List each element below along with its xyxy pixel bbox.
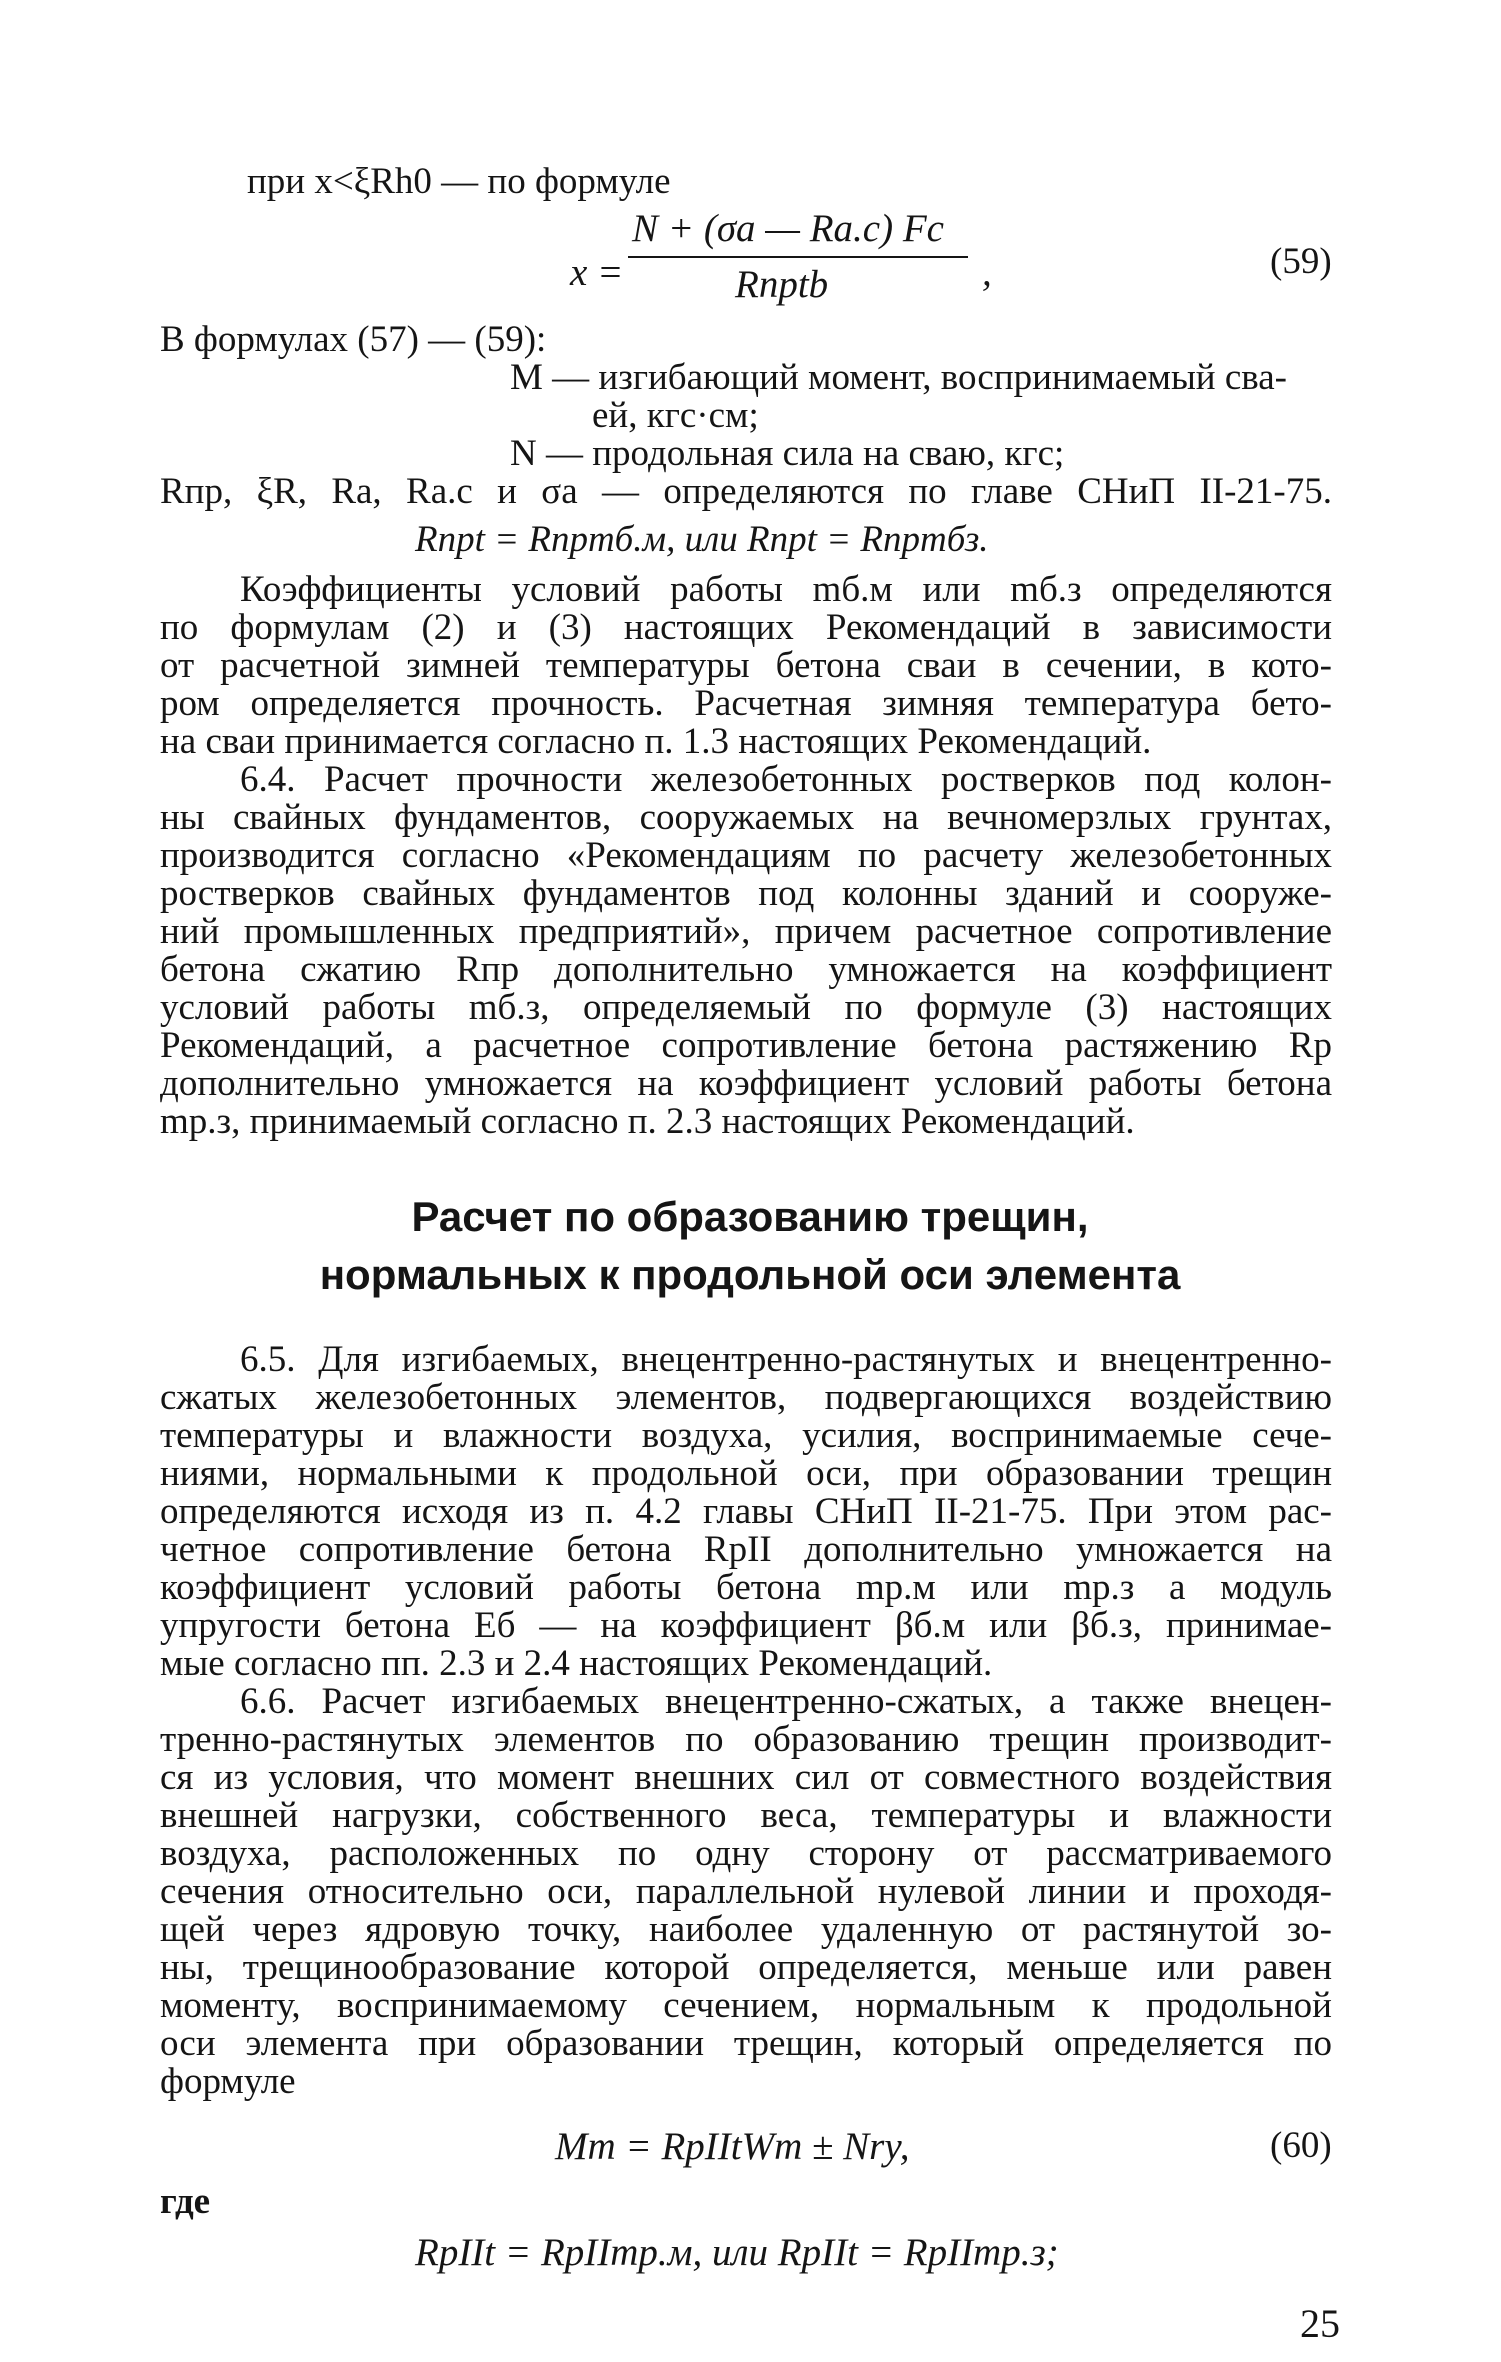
text-line: 6.4. Расчет прочности железобетонных ростверков под колон- [240,759,1332,800]
text-line: по формулам (2) и (3) настоящих Рекомендаций в зависимости [160,607,1332,648]
text-line: Коэффициенты условий работы mб.м или mб.з определяются [240,569,1332,610]
text-line: от расчетной зимней температуры бетона сваи в сечении, в кото- [160,645,1332,686]
text-line: ниями, нормальными к продольной оси, при образовании трещин [160,1453,1332,1494]
formula-comma: , [982,251,992,294]
text-line: температуры и влажности воздуха, усилия, воспринимаемые сече- [160,1415,1332,1456]
formula-number: (60) [1270,2125,1332,2166]
text-line: мые согласно пп. 2.3 и 2.4 настоящих Рекомендаций. [160,1643,993,1684]
formula-line: Rпрt = Rпрmб.м, или Rпрt = Rпрmбз. [415,519,989,560]
text-line: N — продольная сила на сваю, кгс; [510,433,1065,474]
text-line: воздуха, расположенных по одну сторону от рассматриваемого [160,1833,1332,1874]
heading-line: нормальных к продольной оси элемента [319,1251,1181,1298]
text-line: ростверков свайных фундаментов под колонны зданий и сооруже- [160,873,1332,914]
page-number: 25 [1300,2301,1340,2346]
text-line: при x<ξRh0 — по формуле [247,161,671,202]
formula-lhs: x = [570,251,624,294]
heading-line: Расчет по образованию трещин, [411,1193,1089,1240]
text-line: дополнительно умножается на коэффициент условий работы бетона [160,1063,1332,1104]
text-line: ся из условия, что момент внешних сил от совместного воздействия [160,1757,1332,1798]
text-line: моменту, воспринимаемому сечением, нормальным к продольной [160,1985,1332,2026]
formula-number: (59) [1270,241,1332,282]
text-line: сечения относительно оси, параллельной нулевой линии и проходя- [160,1871,1332,1912]
text-line: M — изгибающий момент, воспринимаемый сва- [510,357,1287,398]
text-line: Рекомендаций, а расчетное сопротивление бетона растяжению Rр [160,1025,1332,1066]
fraction-bar [628,256,968,258]
text-line: ны свайных фундаментов, сооружаемых на вечномерзлых грунтах, [160,797,1332,838]
text-line: коэффициент условий работы бетона mр.м или mр.з а модуль [160,1567,1332,1608]
text-line: В формулах (57) — (59): [160,319,547,360]
text-line: определяются исходя из п. 4.2 главы СНиП II-21-75. При этом рас- [160,1491,1332,1532]
text-line: условий работы mб.з, определяемый по формуле (3) настоящих [160,987,1332,1028]
formula-expression: Mт = RpIItWт ± Nrу, [555,2125,910,2168]
text-line: ей, кгс·см; [592,395,759,436]
formula-line: RpIIt = RpIImр.м, или RpIIt = RpIImр.з; [415,2231,1059,2274]
text-line: 6.6. Расчет изгибаемых внецентренно-сжатых, а также внецен- [240,1681,1332,1722]
text-line: ны, трещинообразование которой определяется, меньше или равен [160,1947,1332,1988]
text-line: тренно-растянутых элементов по образованию трещин производит- [160,1719,1332,1760]
text-line: щей через ядровую точку, наиболее удаленную от растянутой зо- [160,1909,1332,1950]
text-line: ром определяется прочность. Расчетная зимняя температура бето- [160,683,1332,724]
text-line: 6.5. Для изгибаемых, внецентренно-растянутых и внецентренно- [240,1339,1332,1380]
where-label: где [160,2181,211,2222]
text-line: формуле [160,2061,296,2102]
text-line: оси элемента при образовании трещин, который определяется по [160,2023,1332,2064]
text-line: бетона сжатию Rпр дополнительно умножается на коэффициент [160,949,1332,990]
text-line: ний промышленных предприятий», причем расчетное сопротивление [160,911,1332,952]
text-line: на сваи принимается согласно п. 1.3 настоящих Рекомендаций. [160,721,1152,762]
formula-numerator: N + (σa — Ra.c) Fc [632,207,944,250]
formula-denominator: Rпрtb [735,263,829,306]
text-line: сжатых железобетонных элементов, подвергающихся воздействию [160,1377,1332,1418]
text-line: Rпр, ξR, Ra, Ra.c и σa — определяются по главе СНиП II-21-75. [160,471,1332,512]
text-line: производится согласно «Рекомендациям по расчету железобетонных [160,835,1332,876]
text-line: внешней нагрузки, собственного веса, температуры и влажности [160,1795,1332,1836]
text-line: mр.з, принимаемый согласно п. 2.3 настоящих Рекомендаций. [160,1101,1135,1142]
text-line: упругости бетона Eб — на коэффициент βб.м или βб.з, принимае- [160,1605,1332,1646]
text-line: четное сопротивление бетона RpII дополнительно умножается на [160,1529,1332,1570]
